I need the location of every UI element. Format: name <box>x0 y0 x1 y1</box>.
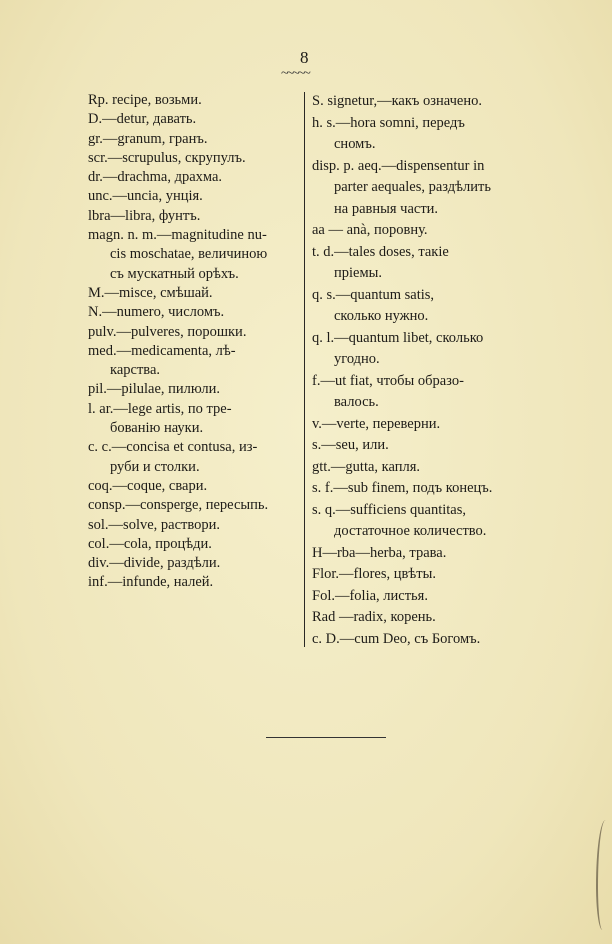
abbreviation-line: q. l.—quantum libet, сколько <box>312 329 484 346</box>
abbreviation-line: руби и столки. <box>110 458 200 475</box>
abbreviation-line: v.—verte, переверни. <box>312 415 441 432</box>
abbreviation-line: c. c.—concisa et contusa, из- <box>88 439 258 456</box>
abbreviation-line: lbra—libra, фунтъ. <box>88 207 201 224</box>
abbreviation-line: H—rba—herba, трава. <box>312 544 447 561</box>
column-divider <box>304 92 305 647</box>
abbreviation-line: достаточное количество. <box>334 523 487 539</box>
page-edge <box>596 820 612 930</box>
abbreviation-line: t. d.—tales doses, такіе <box>312 243 449 260</box>
abbreviation-line: disp. p. aeq.—dispensentur in <box>312 157 485 174</box>
abbreviation-line: s. f.—sub finem, подъ конецъ. <box>312 480 493 496</box>
abbreviation-line: l. ar.—lege artis, по тре- <box>88 400 232 417</box>
abbreviation-line: q. s.—quantum satis, <box>312 286 435 303</box>
ornament-divider: ~~~~~ <box>281 66 309 81</box>
abbreviation-line: aa — anà, поровну. <box>312 222 428 238</box>
abbreviation-line: Flor.—flores, цвѣты. <box>312 566 436 582</box>
end-rule <box>266 737 386 738</box>
abbreviation-line: s.—seu, или. <box>312 437 389 453</box>
abbreviation-line: S. signetur,—какъ означено. <box>312 93 482 109</box>
abbreviation-line: пріемы. <box>334 265 383 281</box>
abbreviation-line: coq.—coque, свари. <box>88 477 208 494</box>
abbreviation-line: карства. <box>110 362 160 379</box>
abbreviation-line: Rad —radix, корень. <box>312 609 436 625</box>
abbreviation-line: parter aequales, раздѣлить <box>334 179 491 195</box>
abbreviation-line: cis moschatae, величиною <box>110 246 268 263</box>
abbreviation-line: угодно. <box>334 351 380 367</box>
abbreviation-line: gr.—granum, гранъ. <box>88 130 208 147</box>
abbreviation-line: pil.—pilulae, пилюли. <box>88 381 220 398</box>
right-column <box>312 91 592 650</box>
abbreviation-line: div.—divide, раздѣли. <box>88 555 221 572</box>
abbreviation-line: N.—numero, числомъ. <box>88 304 225 321</box>
abbreviation-line: s. q.—sufficiens quantitas, <box>312 501 466 518</box>
abbreviation-line: sol.—solve, раствори. <box>88 516 220 533</box>
abbreviation-line: consp.—consperge, пересыпь. <box>88 497 269 514</box>
abbreviation-line: Fol.—folia, листья. <box>312 587 428 604</box>
abbreviation-line: pulv.—pulveres, порошки. <box>88 323 247 340</box>
abbreviation-line: unc.—uncia, унція. <box>88 188 203 205</box>
page-number: 8 <box>300 48 309 67</box>
abbreviation-line: med.—medicamenta, лѣ- <box>88 342 236 359</box>
abbreviation-line: валось. <box>334 394 379 410</box>
abbreviation-line: M.—misce, смѣшай. <box>88 284 213 301</box>
left-column <box>88 91 298 593</box>
abbreviation-line: бованію науки. <box>110 420 204 437</box>
abbreviation-line: сномъ. <box>334 136 376 152</box>
abbreviation-line: magn. n. m.—magnitudine nu- <box>88 227 267 244</box>
abbreviation-line: на равныя части. <box>334 200 439 217</box>
abbreviation-line: h. s.—hora somni, передъ <box>312 114 465 131</box>
abbreviation-line: gtt.—gutta, капля. <box>312 458 421 475</box>
abbreviation-line: inf.—infunde, налей. <box>88 574 214 591</box>
abbreviation-line: scr.—scrupulus, скрупулъ. <box>88 149 246 166</box>
abbreviation-line: c. D.—cum Deo, съ Богомъ. <box>312 630 481 647</box>
abbreviation-line: dr.—drachma, драхма. <box>88 169 223 186</box>
abbreviation-line: сколько нужно. <box>334 308 429 324</box>
abbreviation-line: съ мускатный орѣхъ. <box>110 265 239 282</box>
abbreviation-line: Rp. recipe, возьми. <box>88 92 202 108</box>
abbreviation-line: col.—cola, процѣди. <box>88 535 212 552</box>
abbreviation-line: D.—detur, давать. <box>88 111 197 128</box>
abbreviation-line: f.—ut fiat, чтобы образо- <box>312 372 464 389</box>
